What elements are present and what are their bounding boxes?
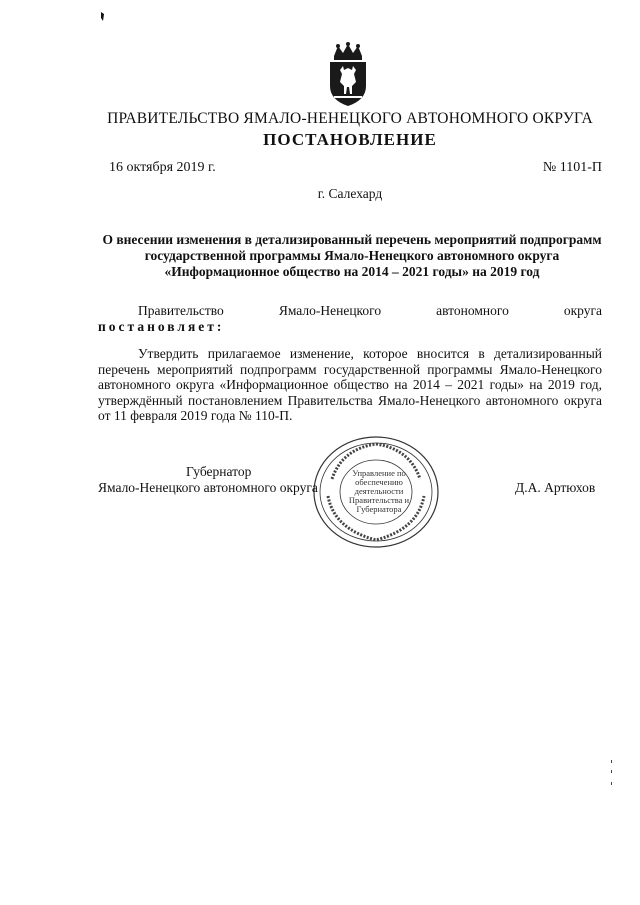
document-heading: О внесении изменения в детализированный перечень мероприятий подпрограмм государственной программы Ямало-Ненецкого автономного округа «Информационное общество на 2014 – 2021 годы» на 2019 год bbox=[102, 232, 602, 279]
document-number: № 1101-П bbox=[542, 160, 602, 175]
p1-word-3: автономного bbox=[436, 303, 509, 318]
government-name: ПРАВИТЕЛЬСТВО ЯМАЛО-НЕНЕЦКОГО АВТОНОМНОГО ОКРУГА bbox=[107, 110, 593, 127]
scan-mark-icon bbox=[100, 12, 105, 21]
p1-word-2: Ямало-Ненецкого bbox=[278, 303, 382, 318]
signatory-title: Губернатор bbox=[186, 464, 252, 479]
p1-word-1: Правительство bbox=[138, 303, 224, 318]
paragraph-2: Утвердить прилагаемое изменение, которое вносится в детализированный перечень мероприятий подпрограмм государственной программы Ямало-Ненецкого автономного округа «Информационное общество на 2014 – 2021 годы» на 2019 год, утверждённый постановлением Правительства Ямало-Ненецкого автономного округа от 11 февраля 2019 года № 110-П. bbox=[98, 346, 602, 423]
signatory-region: Ямало-Ненецкого автономного округа bbox=[98, 480, 318, 495]
coat-of-arms-icon bbox=[326, 42, 370, 108]
paragraph-1-keyword: постановляет: bbox=[98, 319, 225, 334]
scan-artifact-icon bbox=[610, 760, 614, 790]
document-date: 16 октября 2019 г. bbox=[109, 160, 216, 175]
seal-inner-text: Управление по обеспечению деятельности Правительства и Губернатора bbox=[348, 468, 410, 514]
paragraph-1-line bbox=[98, 303, 602, 319]
document-city: г. Салехард bbox=[317, 186, 383, 201]
p1-word-4: округа bbox=[563, 303, 602, 318]
document-type: ПОСТАНОВЛЕНИЕ bbox=[263, 130, 437, 149]
signatory-name: Д.А. Артюхов bbox=[515, 480, 596, 495]
